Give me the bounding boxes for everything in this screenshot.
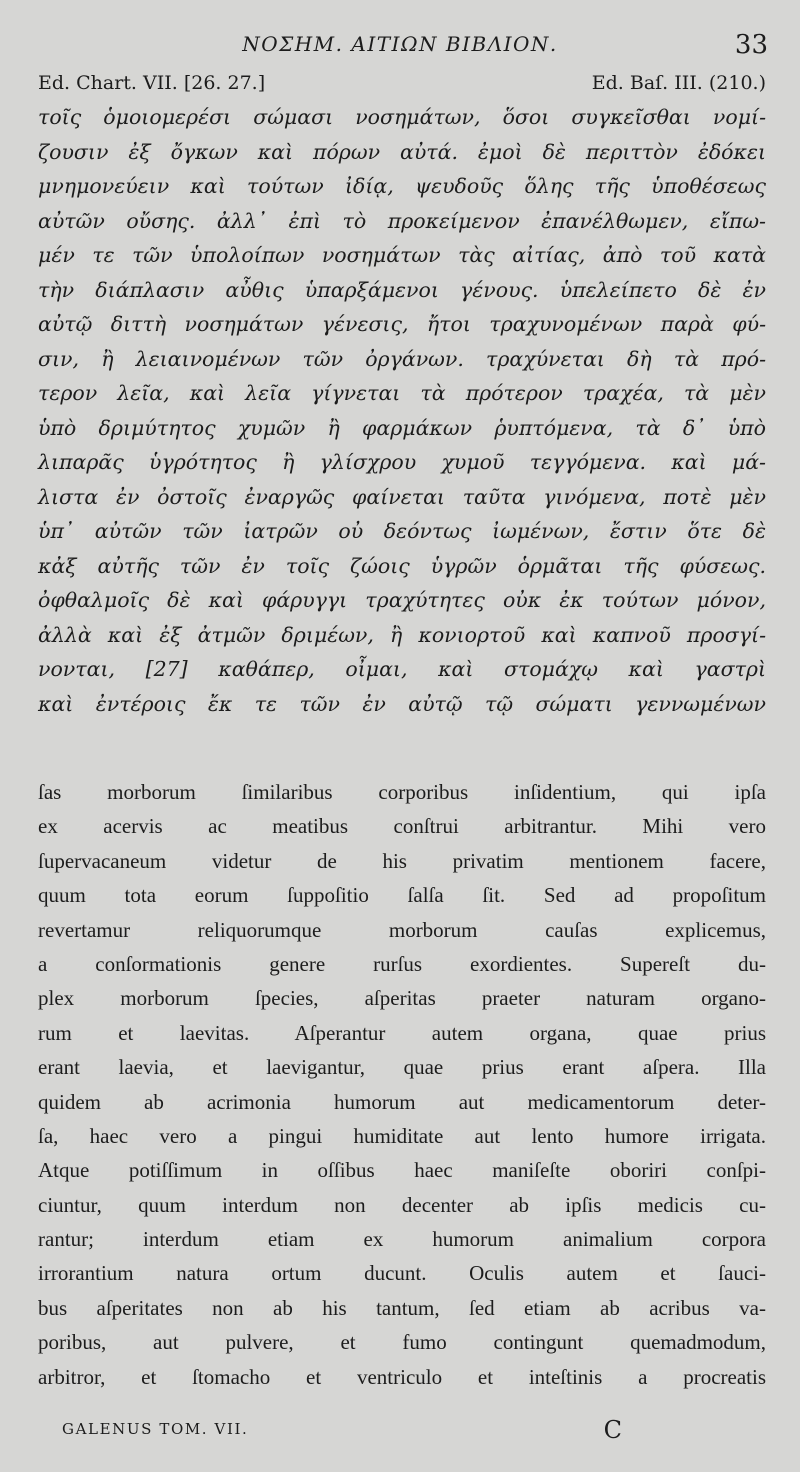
greek-line: ἀλλὰ καὶ ἐξ ἀτμῶν δριμέων, ἢ κονιορτοῦ καὶ καπνοῦ προσγί-: [38, 622, 766, 647]
greek-line: λιστα ἐν ὀστοῖς ἐναργῶς φαίνεται ταῦτα γινόμενα, ποτὲ μὲν: [38, 484, 766, 509]
greek-line: μέν τε τῶν ὑπολοίπων νοσημάτων τὰς αἰτίας, ἀπὸ τοῦ κατὰ: [38, 243, 766, 267]
latin-line: ſa, haec vero a pingui humiditate aut lento humore irrigata.: [38, 1123, 766, 1148]
latin-text-block: [38, 775, 766, 1394]
greek-line: αὐτῷ διττὴ νοσημάτων γένεσις, ἤτοι τραχυνομένων παρὰ φύ-: [38, 312, 766, 336]
running-head: [0, 30, 800, 64]
edition-reference-line: [38, 72, 766, 102]
greek-line: τὴν διάπλασιν αὖθις ὑπαρξάμενοι γένους. ὑπελείπετο δὲ ἐν: [38, 277, 766, 302]
signature-text: GALENUS TOM. VII.: [62, 1420, 249, 1438]
latin-line: poribus, aut pulvere, et fumo contingunt quemadmodum,: [38, 1330, 766, 1355]
latin-line: irrorantium natura ortum ducunt. Oculis autem et ſauci-: [38, 1261, 766, 1286]
greek-line: ὑπὸ δριμύτητος χυμῶν ἢ φαρμάκων ῥυπτόμενα, τὰ δ᾽ ὑπὸ: [38, 415, 766, 440]
latin-line: plex morborum ſpecies, aſperitas praeter naturam organo-: [38, 986, 766, 1011]
greek-line: νονται, [27] καθάπερ, οἶμαι, καὶ στομάχῳ καὶ γαστρὶ: [38, 657, 766, 681]
latin-line: bus aſperitates non ab his tantum, ſed etiam ab acribus va-: [38, 1295, 766, 1320]
greek-line: ὀφθαλμοῖς δὲ καὶ φάρυγγι τραχύτητες οὐκ ἐκ τούτων μόνον,: [38, 588, 766, 612]
edition-reference-chartier: Ed. Chart. VII. [26. 27.]: [38, 72, 266, 94]
latin-line: ſupervacaneum videtur de his privatim mentionem facere,: [38, 848, 766, 873]
greek-line: τερον λεῖα, καὶ λεῖα γίγνεται τὰ πρότερον τραχέα, τὰ μὲν: [38, 381, 766, 405]
greek-line: καὶ ἐντέροις ἔκ τε τῶν ἐν αὐτῷ τῷ σώματι γεννωμένων: [38, 691, 766, 716]
latin-line: quum tota eorum ſuppoſitio ſalſa ſit. Sed ad propoſitum: [38, 883, 766, 908]
greek-text-block: [38, 100, 766, 721]
latin-line: a conſormationis genere rurſus exordientes. Supereſt du-: [38, 951, 766, 976]
latin-line: Atque potiſſimum in oſſibus haec maniſeſte oboriri conſpi-: [38, 1158, 766, 1183]
running-title: ΝΟΣΗΜ. ΑΙΤΙΩΝ ΒΙΒΛΙΟΝ.: [242, 32, 558, 56]
greek-line: μνημονεύειν καὶ τούτων ἰδίᾳ, ψευδοῦς ὅλης τῆς ὑποθέσεως: [38, 174, 766, 198]
edition-reference-basel: Ed. Baſ. III. (210.): [591, 72, 766, 94]
latin-line: ſas morborum ſimilaribus corporibus inſidentium, qui ipſa: [38, 780, 766, 804]
page-number: 33: [734, 30, 768, 60]
greek-line: κἀξ αὐτῆς τῶν ἐν τοῖς ζώοις ὑγρῶν ὁρμᾶται τῆς φύσεως.: [38, 553, 766, 578]
greek-line: ὑπ᾽ αὐτῶν τῶν ἰατρῶν οὐ δεόντως ἰωμένων, ἔστιν ὅτε δὲ: [38, 519, 766, 543]
signature-mark: C: [603, 1416, 622, 1444]
greek-line: λιπαρᾶς ὑγρότητος ἢ γλίσχρου χυμοῦ τεγγόμενα. καὶ μά-: [38, 450, 766, 474]
latin-line: rum et laevitas. Aſperantur autem organa, quae prius: [38, 1020, 766, 1045]
greek-line: σιν, ἢ λειαινομένων τῶν ὀργάνων. τραχύνεται δὴ τὰ πρό-: [38, 346, 766, 371]
printer-signature-line: [62, 1416, 622, 1442]
latin-line: erant laevia, et laevigantur, quae prius erant aſpera. Illa: [38, 1055, 766, 1080]
greek-line: ζουσιν ἐξ ὄγκων καὶ πόρων αὐτά. ἐμοὶ δὲ περιττὸν ἐδόκει: [38, 139, 766, 164]
latin-line: ciuntur, quum interdum non decenter ab ipſis medicis cu-: [38, 1192, 766, 1217]
latin-line: revertamur reliquorumque morborum cauſas explicemus,: [38, 917, 766, 942]
greek-line: αὐτῶν οὔσης. ἀλλ᾽ ἐπὶ τὸ προκείμενον ἐπανέλθωμεν, εἴπω-: [38, 208, 766, 233]
greek-line: τοῖς ὁμοιομερέσι σώμασι νοσημάτων, ὅσοι συγκεῖσθαι νομί-: [38, 105, 766, 129]
latin-line: rantur; interdum etiam ex humorum animalium corpora: [38, 1227, 766, 1252]
latin-line: ex acervis ac meatibus conſtrui arbitrantur. Mihi vero: [38, 814, 766, 839]
latin-line: arbitror, et ſtomacho et ventriculo et inteſtinis a procreatis: [38, 1364, 766, 1389]
latin-line: quidem ab acrimonia humorum aut medicamentorum deter-: [38, 1089, 766, 1114]
